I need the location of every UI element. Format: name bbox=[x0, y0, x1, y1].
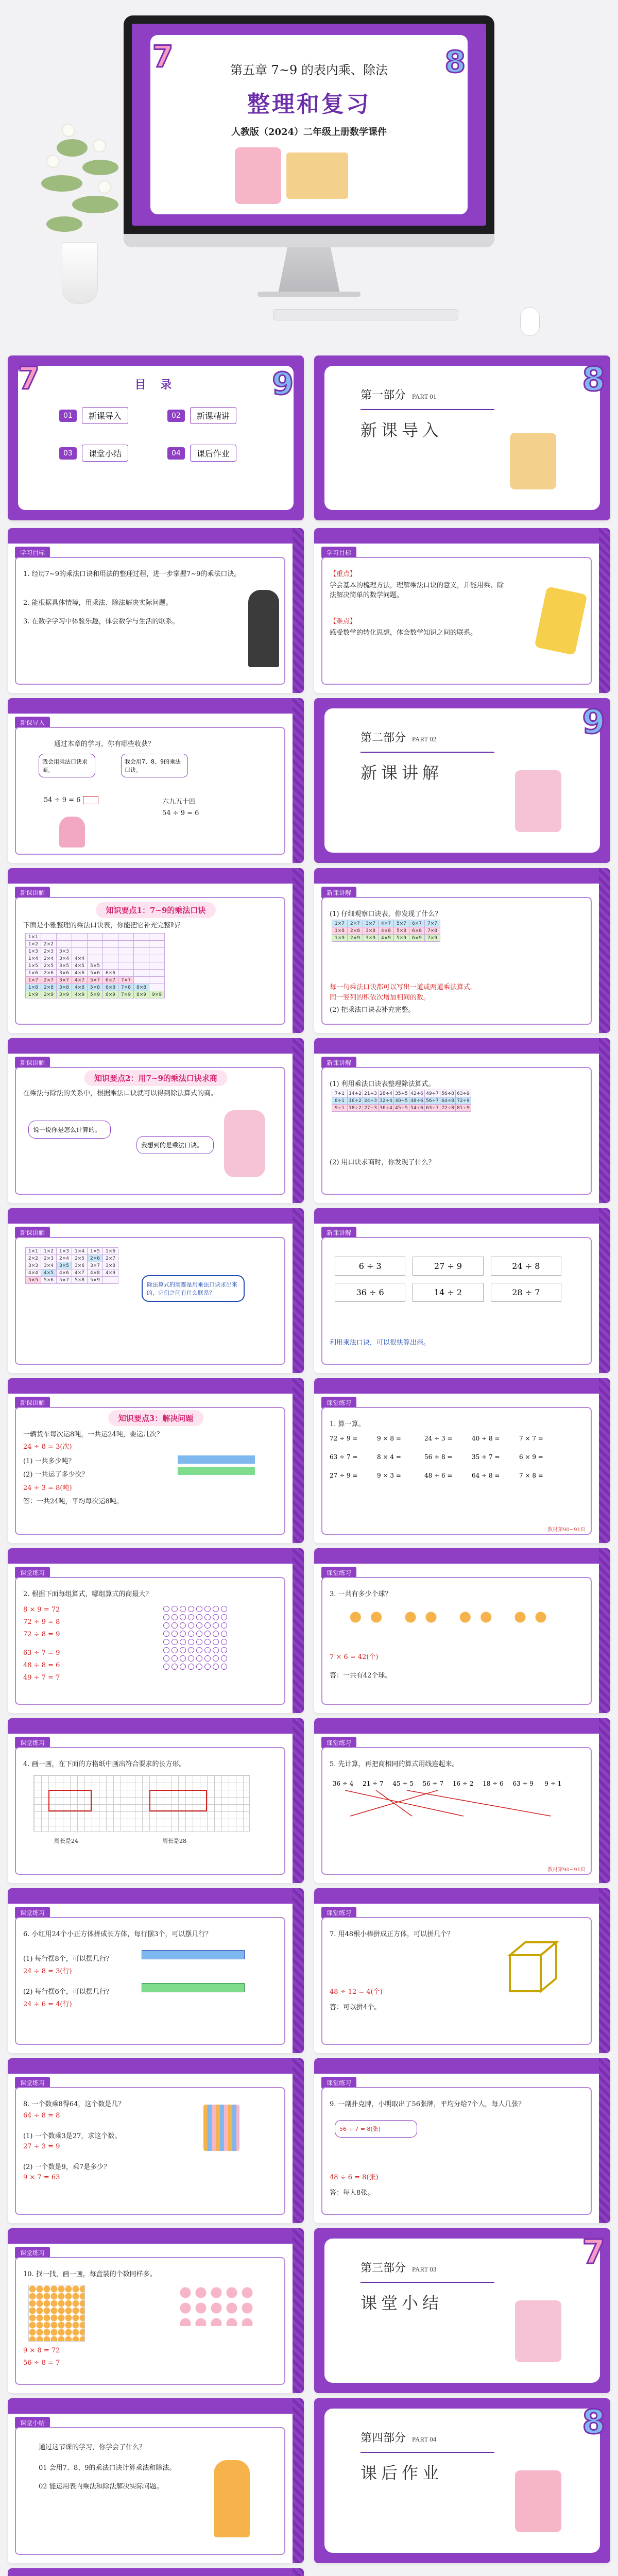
slide-k2c: 新课讲解 6 ÷ 3 27 ÷ 9 24 ÷ 8 36 ÷ 6 14 ÷ 2 28 ÷ 7 利用乘法口诀，可以很快算出商。 bbox=[314, 1208, 610, 1373]
ball-rows bbox=[340, 1605, 556, 1636]
slide-k2: 新课讲解 知识要点2：用7~9的乘法口诀求商 在乘法与除法的关系中，根据乘法口诀就可以得到除法算式的商。 说一说你是怎么计算的。 我想到的是乘法口诀。 bbox=[8, 1038, 304, 1203]
hero-section bbox=[0, 0, 618, 355]
slide-toc: 7 9 目 录 01 新课导入 02 新课精讲 03 课堂小结 04 课后作业 bbox=[8, 355, 304, 520]
bubble-1: 我会用乘法口诀求商。 bbox=[39, 754, 95, 777]
slide-p10: 课堂练习 10. 找一找，画一画，每盒装的个数同样多。 9 × 8 = 72 56 ÷ 8 = 7 bbox=[8, 2228, 304, 2393]
k1-lead: 下面是小雅整理的乘法口诀表，你能把它补充完整吗？ bbox=[23, 922, 184, 929]
kid-illustration bbox=[515, 2300, 561, 2362]
slide-summary: 课堂小结 通过这节课的学习，你学会了什么？ 01 会用7、8、9的乘法口诀计算乘法和除法。 02 能运用表内乘法和除法解决实际问题。 bbox=[8, 2398, 304, 2563]
slide-intro: 新课导入 通过本章的学习，你有哪些收获？ 我会用乘法口诀求商。 我会用7、8、9的乘法口诀。 54 ÷ 9 = 6 六九五十四 54 ÷ 9 = 6 bbox=[8, 698, 304, 863]
toc-item-2[interactable]: 02 新课精讲 bbox=[167, 407, 255, 424]
bar-diagram bbox=[178, 1455, 255, 1476]
monitor bbox=[124, 15, 494, 247]
speech-bubble: 56 ÷ 7 = 8(张) bbox=[335, 2120, 417, 2138]
k1-title: 知识要点1：7~9的乘法口诀 bbox=[96, 902, 216, 918]
toc-item-1[interactable]: 01 新课导入 bbox=[59, 407, 147, 424]
grid-paper bbox=[33, 1775, 250, 1832]
key-label: 【重点】 bbox=[330, 570, 357, 578]
goal-1: 1. 经历7~9的乘法口诀和用法的整理过程，进一步掌握7~9的乘法口诀。 bbox=[23, 570, 241, 578]
kid-illustration bbox=[510, 433, 556, 489]
intro-eq: 54 ÷ 9 = 6 bbox=[44, 796, 98, 804]
slide-p6: 课堂练习 6. 小红用24个小正方体拼成长方体，每行摆3个，可以摆几行？ (1) 每行摆8个，可以摆几行？ 24 ÷ 8 = 3(行) (2) 每行摆6个，可以摆几行？ 24 ÷ 6 = 4(行) bbox=[8, 1888, 304, 2053]
hard-text: 感受数学的转化思想，体会数学知识之间的联系。 bbox=[330, 629, 477, 637]
kid-illustration bbox=[515, 2470, 561, 2532]
keyboard bbox=[273, 309, 458, 320]
eq-card: 14 ÷ 2 bbox=[413, 1283, 483, 1302]
part-en: PART 01 bbox=[412, 393, 437, 400]
slide-part-02: 9 第二部分 PART 02 新课讲解 bbox=[314, 698, 610, 863]
slide-k1b: 新课讲解 (1) 仔细观察口诀表，你发现了什么？ 每一句乘法口诀都可以写出一道或两道乘法算式。 同一竖列的积依次增加相同的数。 (2) 把乘法口诀表补充完整。 1×7 2×7 3×7 4×7 5×7 6×7 7×7 1×8 2×8 3×8 4×8 5×8 6×8 7×8 1×9 2×9 3×9 4×9 5×9 6×9 7×9 bbox=[314, 868, 610, 1033]
eq-card: 27 ÷ 9 bbox=[413, 1257, 483, 1276]
hero-title: 整理和复习 bbox=[247, 91, 371, 117]
books-illustration bbox=[203, 2105, 239, 2151]
hero-subtitle: 人教版（2024）二年级上册数学课件 bbox=[231, 127, 387, 138]
mouse bbox=[520, 307, 540, 336]
slide-goals-2: 学习目标 【重点】 学会基本的梳理方法，理解乘法口诀的意义，并能用乘、除法解决简单的数学问题。 【难点】 感受数学的转化思想，体会数学知识之间的联系。 bbox=[314, 528, 610, 693]
toc-item-3[interactable]: 03 课堂小结 bbox=[59, 445, 147, 462]
slide-part-03: 7 第三部分 PART 03 课堂小结 bbox=[314, 2228, 610, 2393]
slide-k2b: 新课讲解 (1) 利用乘法口诀表整理除法算式。 7÷1 14÷2 21÷3 28÷4 35÷5 42÷6 49÷7 56÷8 63÷9 8÷1 16÷2 24÷3 32÷4 40÷5 48÷6 56÷7 64÷8 72÷9 9÷1 18÷2 27÷3 36÷4 45÷5 54÷6 63÷7 72÷8 81÷9 (2) 用口诀求商时，你发现了什么？ bbox=[314, 1038, 610, 1203]
plant-decoration bbox=[36, 118, 124, 247]
intro-note-1: 六九五十四 bbox=[162, 798, 196, 806]
slide-k3: 新课讲解 知识要点3：解决问题 一辆货车每次运8吨，一共运24吨，要运几次？ 24 ÷ 8 = 3(次) (1) 一共多少吨？ (2) 一共运了多少次？ 24 ÷ 3 = 8(吨) 答：一共24吨，平均每次运8吨。 bbox=[8, 1378, 304, 1543]
number-8-decoration: 8 bbox=[444, 44, 466, 79]
kids-illustration bbox=[235, 147, 281, 204]
speech-bubble: 除法算式的商都是用乘法口诀求出来的，它们之间有什么联系？ bbox=[142, 1275, 245, 1302]
abacus-illustration bbox=[286, 152, 348, 199]
vase bbox=[62, 242, 98, 304]
key-text: 学会基本的梳理方法，理解乘法口诀的意义，并能用乘、除法解决简单的数学问题。 bbox=[330, 582, 504, 599]
bar-diagram bbox=[142, 1950, 245, 1959]
monitor-screen bbox=[132, 24, 486, 226]
connection-lines bbox=[335, 1790, 561, 1821]
intro-note-2: 54 ÷ 9 = 6 bbox=[162, 809, 199, 817]
goal-3: 3. 在数学学习中体验乐趣，体会数学与生活的联系。 bbox=[23, 618, 179, 625]
slide-part-04: 8 第四部分 PART 04 课后作业 bbox=[314, 2398, 610, 2563]
slide-p9: 课堂练习 9. 一副扑克牌，小明取出了56张牌，平均分给7个人，每人几张？ 56 ÷ 7 = 8(张) 48 ÷ 6 = 8(张) 答：每人8张。 bbox=[314, 2058, 610, 2223]
intro-question: 通过本章的学习，你有哪些收获？ bbox=[54, 740, 155, 748]
slide-k2d: 新课讲解 1×1 1×2 1×3 1×4 1×5 1×6 2×2 2×3 2×4 2×5 2×6 2×7 3×3 3×4 3×5 3×6 3×7 3×8 4×4 4×5 4×6 4×7 4×8 4×9 5×5 5×6 5×7 5×8 5×9 除法算式的商都是用乘法口诀求出来的，它们之间有什么联系？ bbox=[8, 1208, 304, 1373]
slide-p2: 课堂练习 2. 根据下面每组算式，哪组算式的商最大？ 8 × 9 = 72 72 ÷ 9 = 8 72 ÷ 8 = 9 63 ÷ 7 = 9 48 ÷ 8 = 6 49 ÷ 7 = 7 bbox=[8, 1548, 304, 1713]
dot-grid bbox=[162, 1605, 229, 1672]
teacher-illustration bbox=[248, 590, 279, 667]
section-title: 课堂小结 bbox=[360, 2293, 443, 2313]
slide-k1: 新课讲解 知识要点1：7~9的乘法口诀 下面是小雅整理的乘法口诀表，你能把它补充完整吗？ 1×1 1×2 2×2 1×3 2×3 3×3 1×4 2×4 3×4 4×4 1×5 2×5 3×5 4×5 5×5 1×6 2×6 3×6 4×6 5×6 6×6 1×7 2×7 3×7 4×7 5×7 6×7 7×7 1×8 2×8 3×8 4×8 5×8 6×8 7×8 8×8 1×9 2×9 3×9 4×9 5×9 6×9 7×9 8×9 9×9 bbox=[8, 868, 304, 1033]
eq-card: 36 ÷ 6 bbox=[335, 1283, 405, 1302]
slide-homework bbox=[8, 2568, 304, 2576]
part-label: 第一部分 bbox=[360, 389, 406, 402]
hard-label: 【难点】 bbox=[330, 618, 357, 625]
toc-item-4[interactable]: 04 课后作业 bbox=[167, 445, 255, 462]
kid-illustration bbox=[515, 770, 561, 832]
multiplication-table: 1×1 1×2 2×2 1×3 2×3 3×3 1×4 2×4 3×4 4×4 1×5 2×5 3×5 4×5 5×5 1×6 2×6 3×6 4×6 5×6 6×6 1×7 2×7 3×7 4×7 5×7 6×7 7×7 1×8 2×8 3×8 4×8 5×8 6×8 7×8 8×8 1×9 2×9 3×9 4×9 5×9 6×9 7×9 8×9 9×9 bbox=[25, 933, 165, 998]
section-title: 新课讲解 bbox=[360, 763, 443, 783]
slide-p5: 课堂练习 5. 先计算，再把商相同的算式用线连起来。 36 ÷ 4 21 ÷ 7 45 ÷ 5 56 ÷ 7 16 ÷ 2 18 ÷ 6 63 ÷ 9 9 ÷ 1 教材第90~91页 bbox=[314, 1718, 610, 1883]
eq-card: 6 ÷ 3 bbox=[335, 1257, 405, 1276]
cube-illustration bbox=[505, 1940, 561, 1996]
slide-p3: 课堂练习 3. 一共有多少个球？ 7 × 6 = 42(个) 答：一共有42个球。 bbox=[314, 1548, 610, 1713]
goal-2: 2. 能根据具体情境，用乘法、除法解决实际问题。 bbox=[23, 599, 173, 607]
section-title: 课后作业 bbox=[360, 2463, 443, 2483]
kid-illustration bbox=[59, 817, 85, 848]
number-7-decoration: 7 bbox=[152, 39, 174, 74]
dot-array bbox=[28, 2285, 85, 2342]
slide-tag: 学习目标 bbox=[15, 547, 50, 558]
ball-array bbox=[178, 2285, 255, 2326]
slide-p4: 课堂练习 4. 画一画，在下面的方格纸中画出符合要求的长方形。 周长是24 周长是28 bbox=[8, 1718, 304, 1883]
eq-card: 28 ÷ 7 bbox=[491, 1283, 561, 1302]
slide-part-01: 8 第一部分 PART 01 新课导入 bbox=[314, 355, 610, 520]
hero-chapter: 第五章 7~9 的表内乘、除法 bbox=[230, 63, 388, 77]
kid-illustration bbox=[224, 1110, 265, 1177]
section-title: 新课导入 bbox=[360, 420, 443, 440]
bubble-2: 我会用7、8、9的乘法口诀。 bbox=[121, 754, 188, 777]
slide-p7: 课堂练习 7. 用48根小棒拼成正方体，可以拼几个？ 48 ÷ 12 = 4(个) 答：可以拼4个。 bbox=[314, 1888, 610, 2053]
slide-goals-1 bbox=[8, 528, 304, 693]
slide-p8: 课堂练习 8. 一个数乘8得64，这个数是几？ 64 ÷ 8 = 8 (1) 一个数乘3是27，求这个数。 27 ÷ 3 = 9 (2) 一个数是9，乘7是多少？ 9 × 7 = 63 bbox=[8, 2058, 304, 2223]
slide-p1: 课堂练习 1. 算一算。 72 ÷ 9 = 9 × 8 = 24 ÷ 3 = 40 ÷ 8 = 7 × 7 = 63 ÷ 7 = 8 × 4 = 56 ÷ 8 = 35 ÷ 7 = 6 × 9 = 27 ÷ 9 = 9 × 3 = 48 ÷ 6 = 64 ÷ 8 = 7 × 8 = 教材第90~91页 bbox=[314, 1378, 610, 1543]
kid-illustration bbox=[214, 2460, 250, 2537]
toc-title: 目 录 bbox=[134, 379, 177, 392]
eq-card: 24 ÷ 8 bbox=[491, 1257, 561, 1276]
monitor-stand bbox=[278, 247, 340, 294]
